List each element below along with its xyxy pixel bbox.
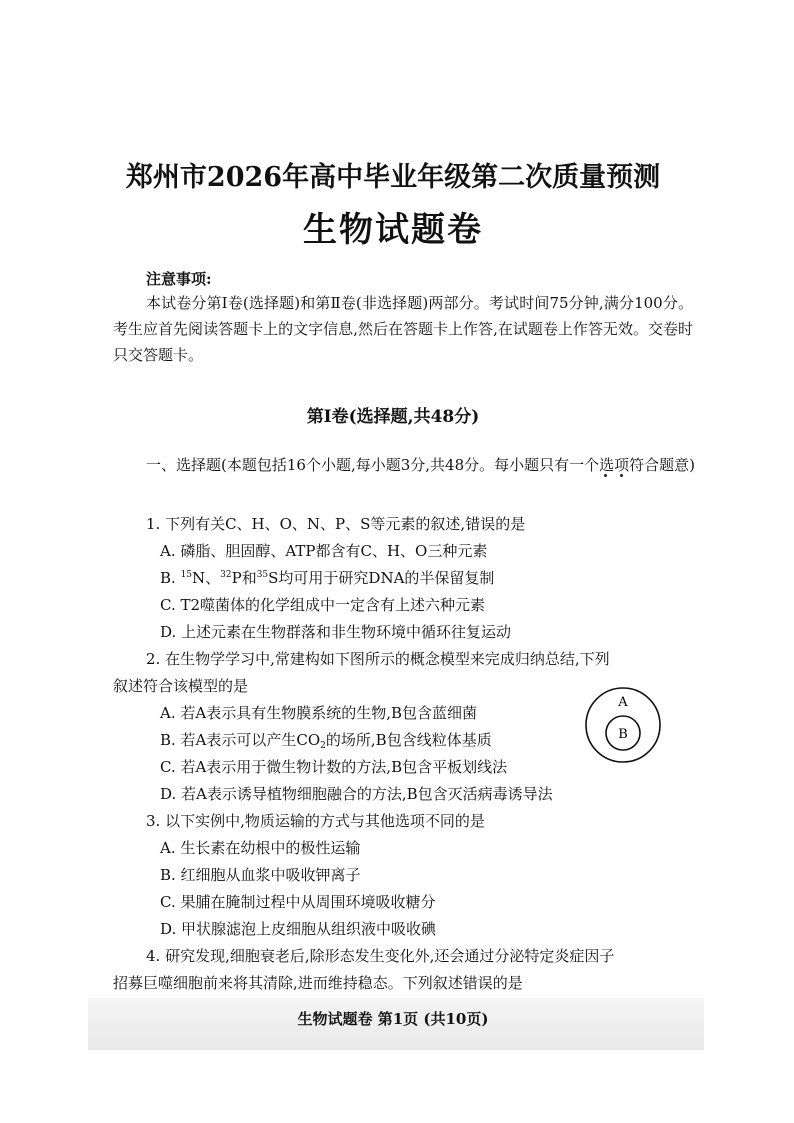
question-2-stem-line2: 叙述符合该模型的是 <box>113 677 249 695</box>
concept-model-diagram <box>583 685 663 765</box>
section-heading: 第Ⅰ卷(选择题,共48分) <box>306 407 480 427</box>
emphasis-dot <box>604 474 607 477</box>
question-1-option-a: A. 磷脂、胆固醇、ATP都含有C、H、O三种元素 <box>160 542 488 560</box>
notice-body: 本试卷分第Ⅰ卷(选择题)和第Ⅱ卷(非选择题)两部分。考试时间75分钟,满分100分。考生应首先阅读答题卡上的文字信息,然后在答题卡上作答,在试题卷上作答无效。交卷时只交答题卡。 <box>113 294 693 364</box>
question-2-option-b <box>160 729 492 750</box>
question-1-option-c: C. T2噬菌体的化学组成中一定含有上述六种元素 <box>160 596 486 614</box>
question-3-stem: 3. 以下实例中,物质运输的方式与其他选项不同的是 <box>146 812 485 830</box>
question-3-option-b: B. 红细胞从血浆中吸收钾离子 <box>160 866 361 884</box>
notice-heading: 注意事项: <box>146 270 212 288</box>
question-2-stem-line1: 2. 在生物学学习中,常建构如下图所示的概念模型来完成归纳总结,下列 <box>146 650 610 668</box>
option-b-text1: B. 若A表示可以产生CO <box>160 731 321 749</box>
subscript-2: 2 <box>320 741 326 751</box>
option-b-prefix: B. <box>160 569 181 587</box>
question-2-option-d: D. 若A表示诱导植物细胞融合的方法,B包含灭活病毒诱导法 <box>160 785 553 803</box>
page-footer: 生物试题卷 第1页 (共10页) <box>297 1010 489 1028</box>
option-b-text1: N、 <box>192 569 221 587</box>
question-3-option-a: A. 生长素在幼根中的极性运输 <box>160 839 361 857</box>
question-2-option-c: C. 若A表示用于微生物计数的方法,B包含平板划线法 <box>160 758 508 776</box>
part-intro: 一、选择题(本题包括16个小题,每小题3分,共48分。每小题只有一个选项符合题意) <box>146 456 695 474</box>
isotope-35: 35 <box>256 570 269 580</box>
question-4-stem-line1: 4. 研究发现,细胞衰老后,除形态发生变化外,还会通过分泌特定炎症因子 <box>146 947 615 965</box>
option-b-text2: 的场所,B包含线粒体基质 <box>325 731 492 749</box>
isotope-15: 15 <box>180 570 193 580</box>
question-1-stem: 1. 下列有关C、H、O、N、P、S等元素的叙述,错误的是 <box>146 515 526 533</box>
question-1-option-d: D. 上述元素在生物群落和非生物环境中循环往复运动 <box>160 623 512 641</box>
exam-subtitle: 生物试题卷 <box>303 210 483 250</box>
question-2-option-a: A. 若A表示具有生物膜系统的生物,B包含蓝细菌 <box>160 704 477 722</box>
isotope-32: 32 <box>220 570 232 580</box>
question-3-option-c: C. 果脯在腌制过程中从周围环境吸收糖分 <box>160 893 436 911</box>
emphasis-dot <box>620 474 623 477</box>
exam-page <box>88 150 704 1050</box>
label-b: B <box>618 727 628 742</box>
option-b-text3: S均可用于研究DNA的半保留复制 <box>268 569 495 587</box>
question-4-stem-line2: 招募巨噬细胞前来将其清除,进而维持稳态。下列叙述错误的是 <box>113 974 523 992</box>
question-1-option-b <box>160 567 494 588</box>
exam-title: 郑州市2026年高中毕业年级第二次质量预测 <box>125 162 661 193</box>
question-3-option-d: D. 甲状腺滤泡上皮细胞从组织液中吸收碘 <box>160 920 437 938</box>
option-b-text2: P和 <box>231 569 257 587</box>
label-a: A <box>618 695 628 710</box>
